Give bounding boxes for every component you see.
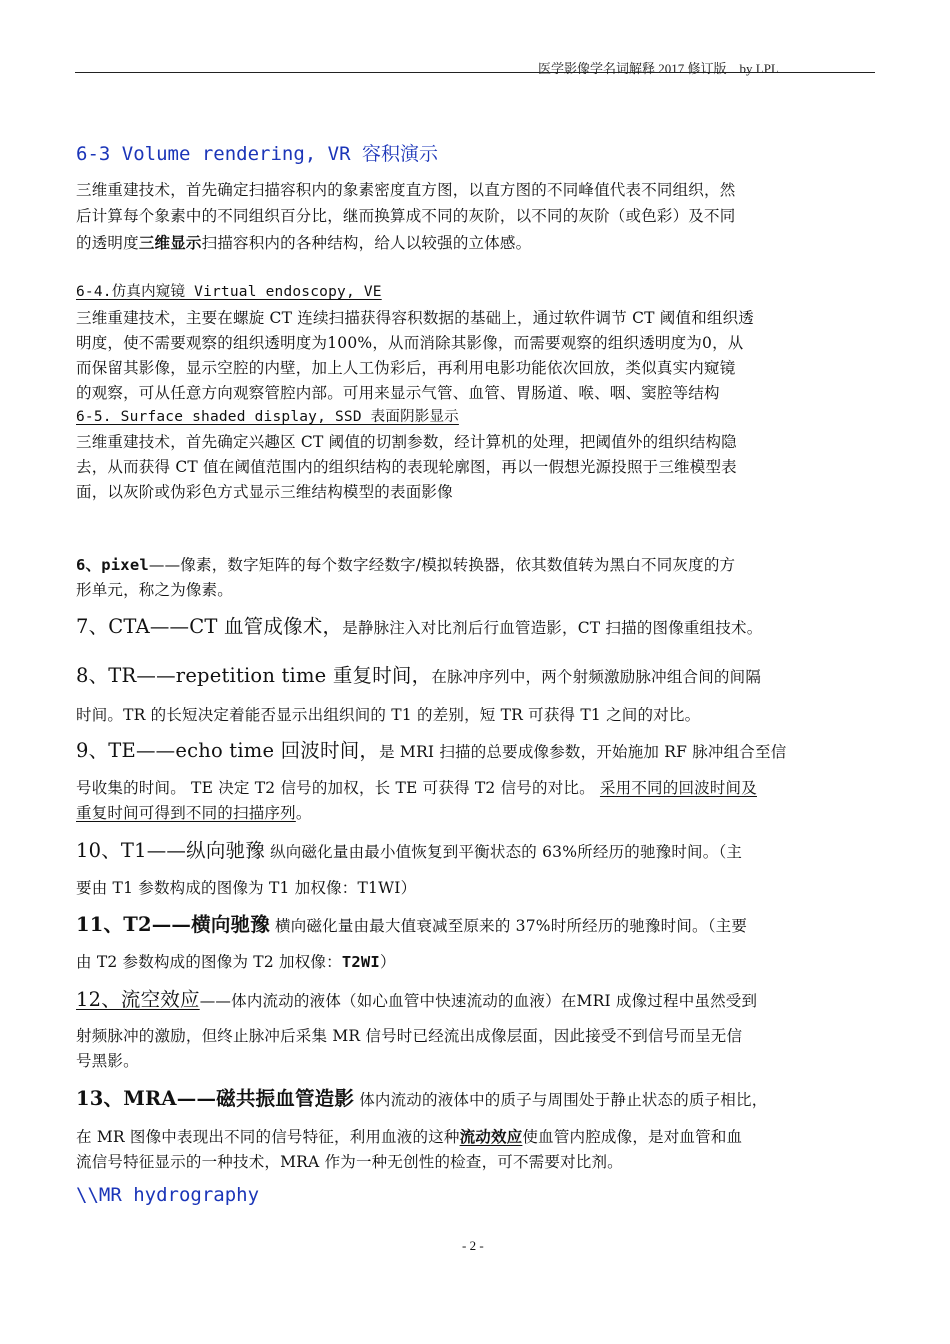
paragraph-line: 流信号特征显示的一种技术，MRA 作为一种无创性的检查，可不需要对比剂。 <box>76 1153 623 1171</box>
term-label: 9、TE——echo time 回波时间， <box>76 739 380 762</box>
term-label: 11、T2——横向驰豫 <box>76 913 270 936</box>
term-entry-6 <box>76 553 735 578</box>
text-run: 使血管内腔成像，是对血管和血 <box>522 1128 743 1146</box>
section-heading-6-4: 6-4.仿真内窥镜 Virtual endoscopy, VE <box>76 284 382 300</box>
underlined-text: 重复时间可得到不同的扫描序列 <box>76 804 296 822</box>
term-label: 7、CTA——CT 血管成像术， <box>76 615 343 638</box>
paragraph-line <box>76 1124 742 1150</box>
text-run: 由 T2 参数构成的图像为 T2 加权像： <box>76 953 342 971</box>
text-run: 号收集的时间。 TE 决定 T2 信号的加权，长 TE 可获得 T2 信号的对比。 <box>76 779 600 797</box>
term-entry-13 <box>76 1086 767 1113</box>
paragraph-line: 后计算每个象素中的不同组织百分比，继而换算成不同的灰阶，以不同的灰阶（或色彩）及不同 <box>76 207 736 225</box>
text-run: 在 MR 图像中表现出不同的信号特征，利用血液的这种 <box>76 1128 460 1146</box>
term-desc: 是 MRI 扫描的总要成像参数，开始施加 RF 脉冲组合至信 <box>379 743 787 761</box>
term-desc: ——像素，数字矩阵的每个数字经数字/模拟转换器，依其数值转为黑白不同灰度的方 <box>148 556 736 574</box>
term-desc: 纵向磁化量由最小值恢复到平衡状态的 63%所经历的驰豫时间。（主 <box>264 843 743 861</box>
paragraph-line <box>76 230 531 256</box>
section-heading-6-5: 6-5. Surface shaded display, SSD 表面阴影显示 <box>76 409 459 425</box>
term-desc: ——体内流动的液体（如心血管中快速流动的血液）在MRI 成像过程中虽然受到 <box>199 992 758 1010</box>
section-heading-6-3: 6-3 Volume rendering, VR 容积演示 <box>76 143 438 165</box>
emphasis-text: 流动效应 <box>459 1127 523 1146</box>
term-entry-12 <box>76 987 757 1014</box>
paragraph-line <box>76 801 312 826</box>
term-label: 13、MRA——磁共振血管造影 <box>76 1087 355 1110</box>
page-number: - 2 - <box>462 1238 484 1253</box>
paragraph-line: 明度，使不需要观察的组织透明度为100%，从而消除其影像，而需要观察的组织透明度为0，从 <box>76 334 744 352</box>
paragraph-line: 而保留其影像，显示空腔的内壁，加上人工伪彩后，再利用电影功能依次回放，类似真实内窥镜 <box>76 359 736 377</box>
text-run: 的透明度 <box>76 234 139 252</box>
term-label: 12、流空效应 <box>76 988 200 1011</box>
term-entry-11 <box>76 912 747 939</box>
term-desc: 是静脉注入对比剂后行血管造影，CT 扫描的图像重组技术。 <box>342 619 763 637</box>
paragraph-line: 时间。TR 的长短决定着能否显示出组织间的 T1 的差别，短 TR 可获得 T1 之间的对比。 <box>76 706 701 724</box>
term-label: 10、T1——纵向驰豫 <box>76 839 265 862</box>
emphasis-text: 三维显示 <box>138 233 202 252</box>
text-run: ） <box>379 953 396 971</box>
term-entry-10 <box>76 838 742 865</box>
paragraph-line: 的观察，可从任意方向观察管腔内部。可用来显示气管、血管、胃肠道、喉、咽、窦腔等结构 <box>76 384 720 402</box>
header-rule <box>75 72 875 73</box>
paragraph-line: 三维重建技术，主要在螺旋 CT 连续扫描获得容积数据的基础上，通过软件调节 CT 阈值和组织透 <box>76 309 755 327</box>
paragraph-line <box>76 776 757 801</box>
paragraph-line: 要由 T1 参数构成的图像为 T1 加权像：T1WI） <box>76 879 417 897</box>
term-desc: 在脉冲序列中，两个射频激励脉冲组合间的间隔 <box>431 668 762 686</box>
emphasis-text: T2WI <box>341 953 380 971</box>
text-run: 。 <box>295 804 312 822</box>
running-header: 医学影像学名词解释 2017 修订版 by LPL <box>538 61 779 76</box>
paragraph-line: 去，从而获得 CT 值在阈值范围内的组织结构的表现轮廓图，再以一假想光源投照于三维模型表 <box>76 458 737 476</box>
paragraph-line: 形单元，称之为像素。 <box>76 581 234 599</box>
underlined-text: 采用不同的回波时间及 <box>599 779 757 797</box>
paragraph-line: 面，以灰阶或伪彩色方式显示三维结构模型的表面影像 <box>76 483 453 501</box>
paragraph-line: 三维重建技术，首先确定兴趣区 CT 阈值的切割参数，经计算机的处理，把阈值外的组织结构隐 <box>76 433 737 451</box>
term-entry-9 <box>76 738 786 765</box>
term-label: 8、TR——repetition time 重复时间， <box>76 664 432 687</box>
text-run: 扫描容积内的各种结构，给人以较强的立体感。 <box>201 234 532 252</box>
section-heading-mr-hydrography: \\MR hydrography <box>76 1184 260 1206</box>
term-label: 6、pixel <box>76 556 149 574</box>
paragraph-line: 三维重建技术，首先确定扫描容积内的象素密度直方图，以直方图的不同峰值代表不同组织，然 <box>76 181 736 199</box>
paragraph-line <box>76 950 396 975</box>
term-entry-8 <box>76 663 761 690</box>
term-desc: 体内流动的液体中的质子与周围处于静止状态的质子相比， <box>354 1091 768 1109</box>
term-desc: 横向磁化量由最大值衰减至原来的 37%时所经历的驰豫时间。（主要 <box>269 917 748 935</box>
paragraph-line: 射频脉冲的激励，但终止脉冲后采集 MR 信号时已经流出成像层面，因此接受不到信号而呈无信 <box>76 1027 743 1045</box>
paragraph-line: 号黑影。 <box>76 1052 139 1070</box>
term-entry-7 <box>76 614 762 641</box>
